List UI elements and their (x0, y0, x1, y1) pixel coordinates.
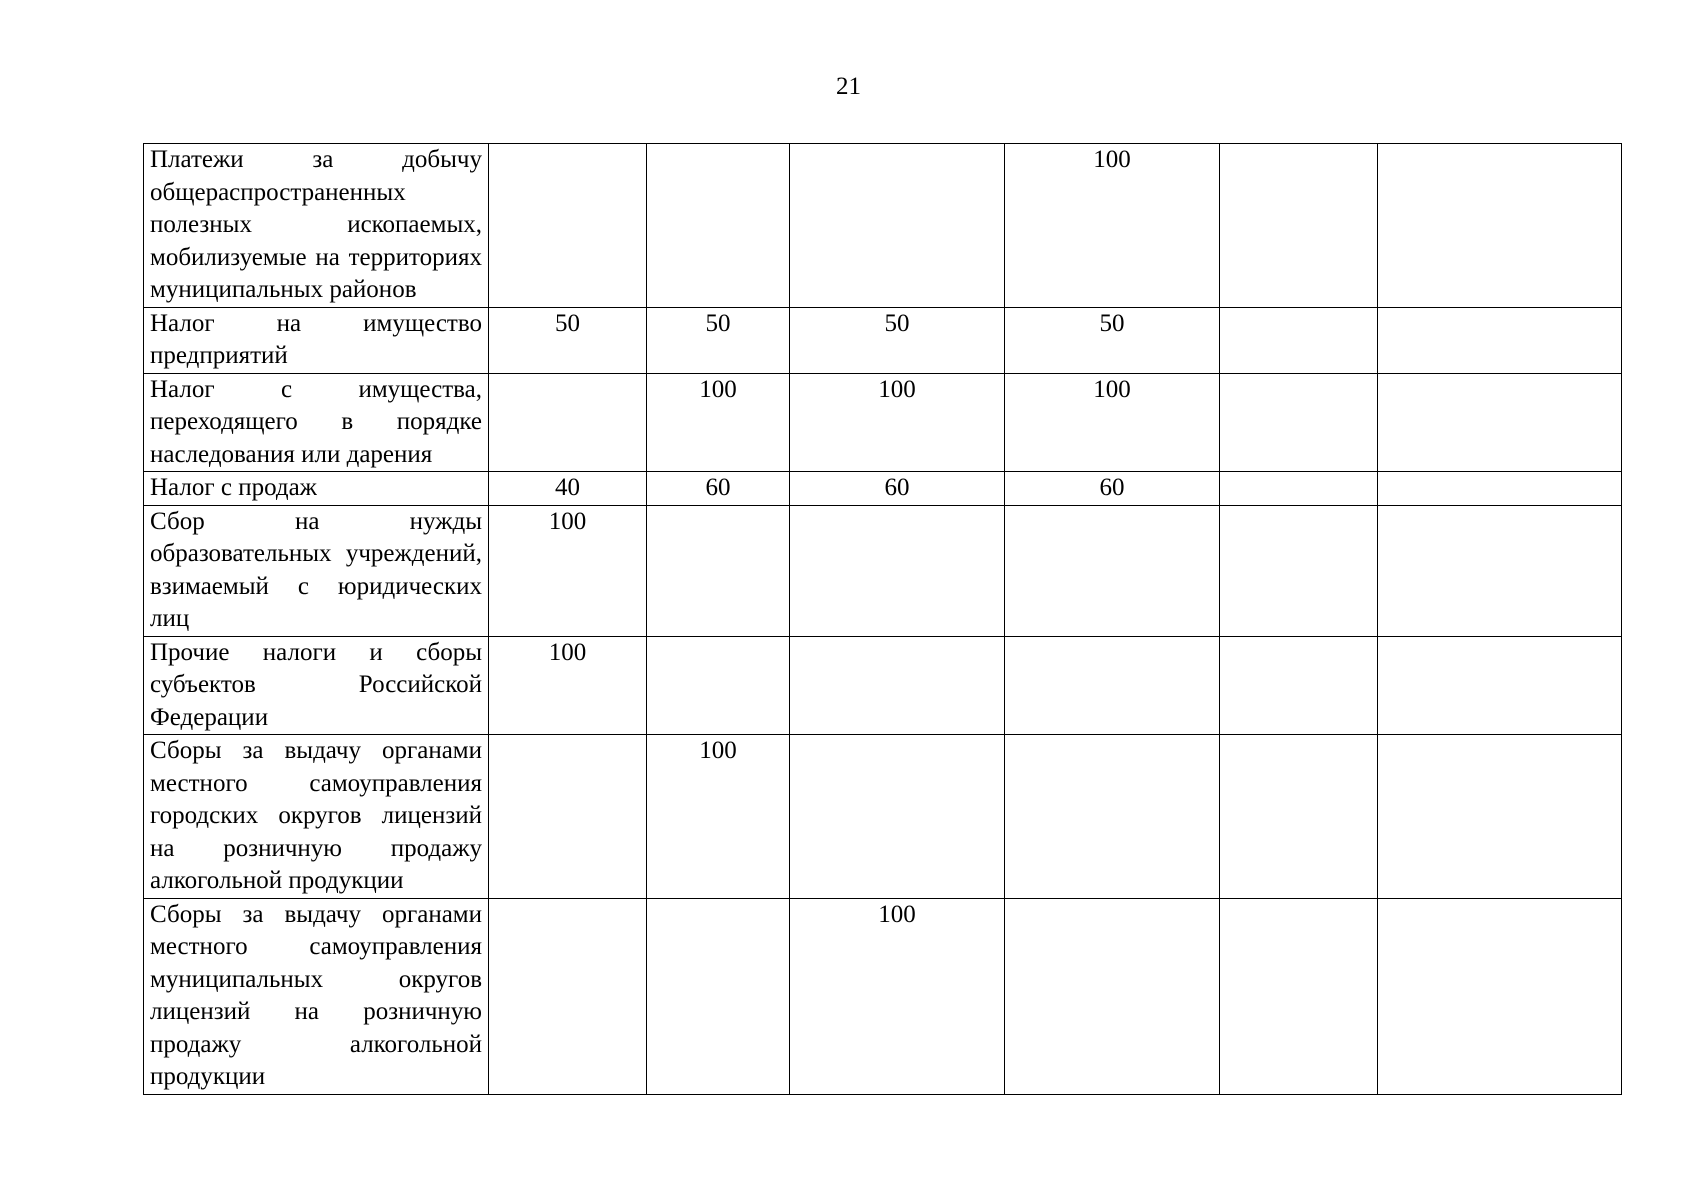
table-cell (790, 636, 1005, 735)
table-cell (489, 898, 647, 1094)
table-cell: 100 (489, 505, 647, 636)
table-cell (1220, 636, 1378, 735)
table-cell: 100 (647, 735, 790, 899)
table-cell (1005, 898, 1220, 1094)
table-cell: 100 (790, 898, 1005, 1094)
table-cell: 50 (489, 307, 647, 373)
row-label: Сбор на нужды образовательных учреждений, взимаемый с юридических лиц (144, 505, 489, 636)
table-cell (1220, 898, 1378, 1094)
table-row (144, 636, 1622, 735)
row-label: Прочие налоги и сборы субъектов Российской Федерации (144, 636, 489, 735)
table-cell (790, 735, 1005, 899)
table-row (144, 505, 1622, 636)
table-cell (1220, 373, 1378, 472)
table-cell (1378, 636, 1622, 735)
table-cell (1220, 307, 1378, 373)
table-cell: 50 (647, 307, 790, 373)
row-label: Налог на имущество предприятий (144, 307, 489, 373)
table-cell: 40 (489, 472, 647, 506)
table-cell (647, 898, 790, 1094)
table-row (144, 898, 1622, 1094)
table-cell (489, 144, 647, 308)
table-cell (1378, 307, 1622, 373)
table-cell (790, 505, 1005, 636)
table-cell (489, 373, 647, 472)
table-cell (489, 735, 647, 899)
table-cell (1005, 735, 1220, 899)
page-number: 21 (836, 73, 861, 100)
table-cell (1378, 735, 1622, 899)
table-cell: 50 (790, 307, 1005, 373)
table-cell: 100 (489, 636, 647, 735)
table-row (144, 373, 1622, 472)
table-cell: 60 (647, 472, 790, 506)
table-cell (1220, 735, 1378, 899)
row-label: Налог с продаж (144, 472, 489, 506)
table-cell (1378, 472, 1622, 506)
table-cell: 100 (1005, 373, 1220, 472)
row-label: Сборы за выдачу органами местного самоуправления городских округов лицензий на розничную продажу алкогольной продукции (144, 735, 489, 899)
table-cell (647, 505, 790, 636)
table-cell: 100 (1005, 144, 1220, 308)
table-cell: 100 (647, 373, 790, 472)
table-cell (1220, 144, 1378, 308)
table-row (144, 472, 1622, 506)
table-cell: 60 (1005, 472, 1220, 506)
table-cell (1220, 505, 1378, 636)
table-cell (1378, 144, 1622, 308)
row-label: Налог с имущества, переходящего в порядке наследования или дарения (144, 373, 489, 472)
table-cell (1378, 373, 1622, 472)
table-cell (1005, 636, 1220, 735)
table-cell: 50 (1005, 307, 1220, 373)
row-label: Сборы за выдачу органами местного самоуправления муниципальных округов лицензий на розничную продажу алкогольной продукции (144, 898, 489, 1094)
table-cell (1005, 505, 1220, 636)
table-cell (1378, 505, 1622, 636)
table-cell (647, 636, 790, 735)
table-row (144, 735, 1622, 899)
table-cell: 60 (790, 472, 1005, 506)
table-row (144, 144, 1622, 308)
row-label: Платежи за добычу общераспространенных полезных ископаемых, мобилизуемые на территориях муниципальных районов (144, 144, 489, 308)
table-cell (790, 144, 1005, 308)
table-cell: 100 (790, 373, 1005, 472)
budget-distribution-table (143, 143, 1622, 1095)
table-row (144, 307, 1622, 373)
table-cell (1220, 472, 1378, 506)
table-cell (1378, 898, 1622, 1094)
table-cell (647, 144, 790, 308)
